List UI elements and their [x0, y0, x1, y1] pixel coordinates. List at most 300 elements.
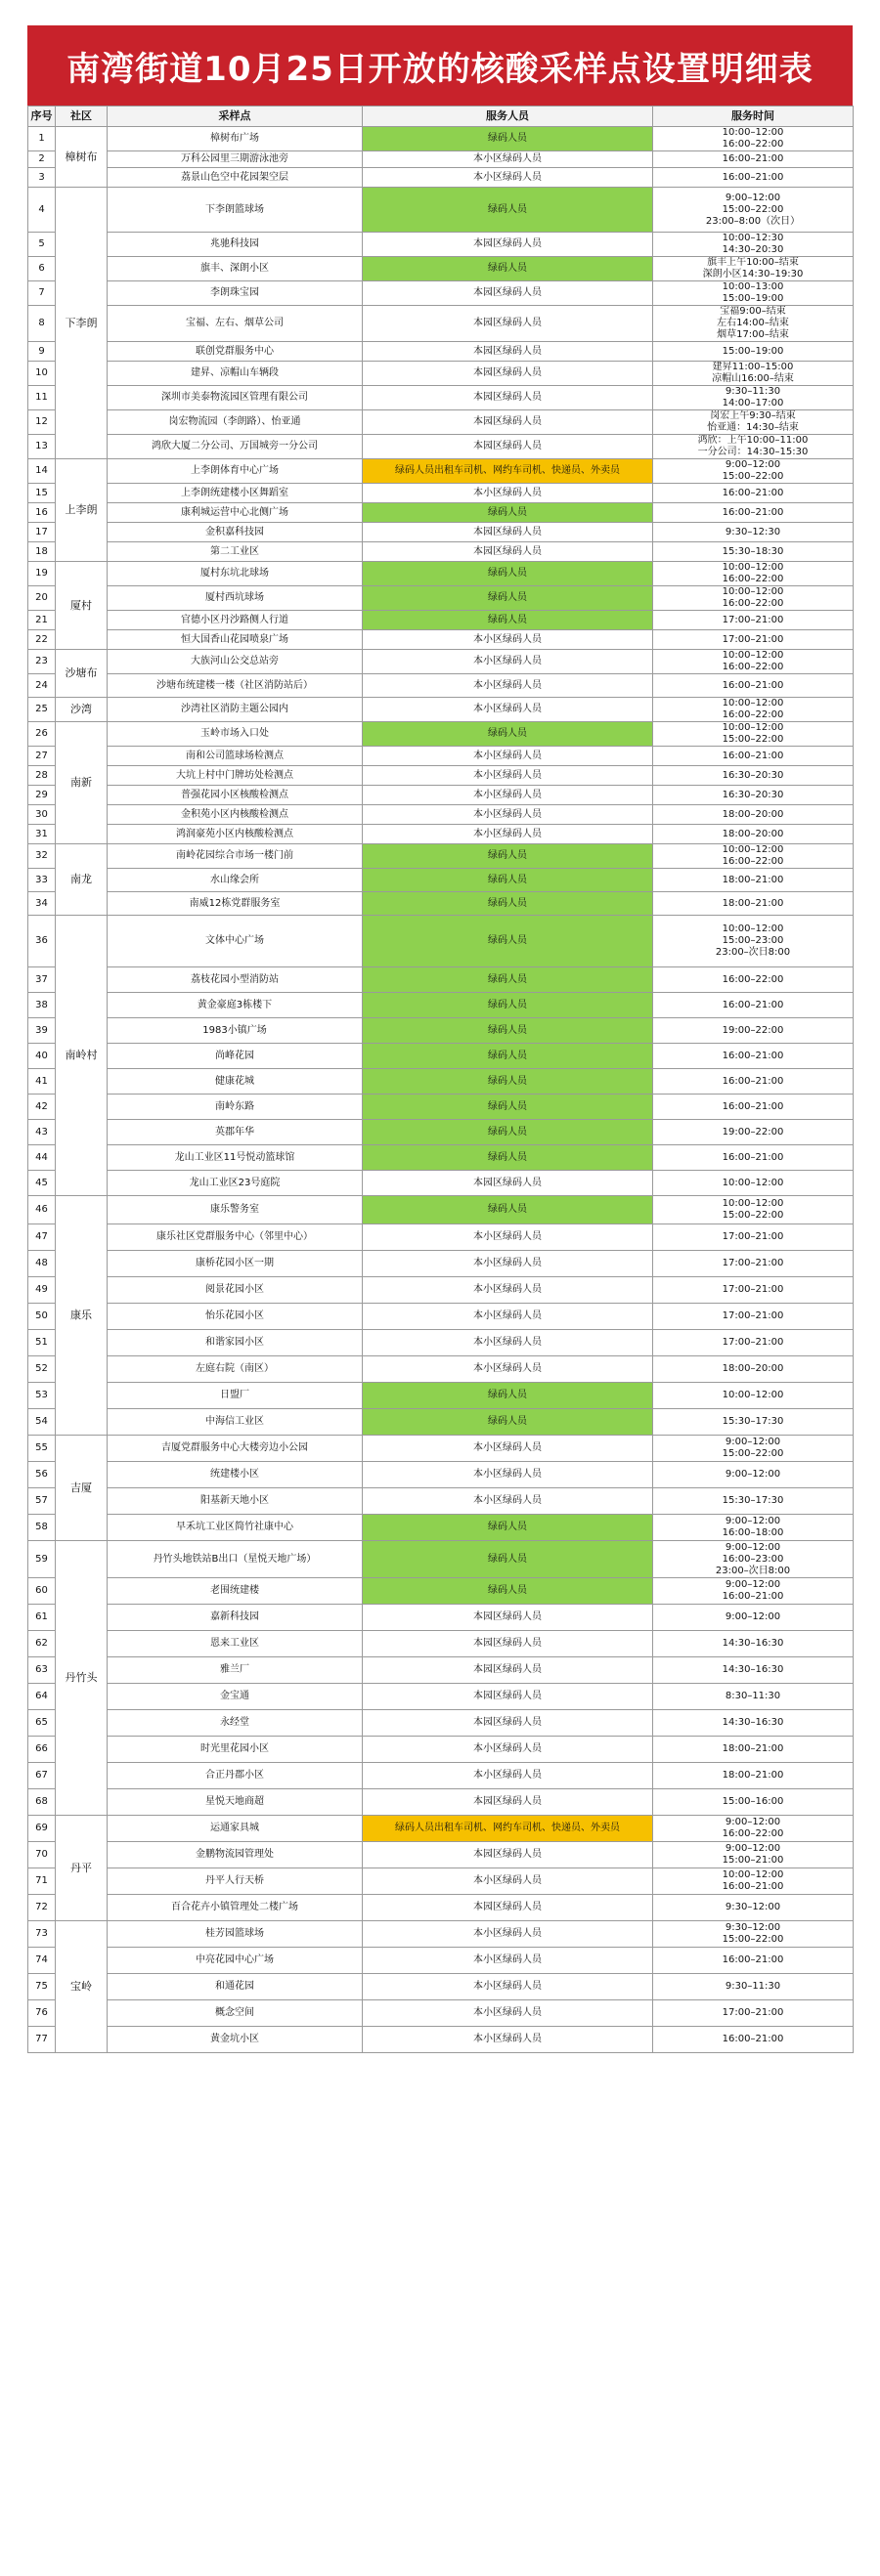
sampling-sites-table	[27, 106, 854, 2053]
table-row	[28, 1578, 854, 1605]
staff-type: 本小区绿码人员	[363, 2027, 653, 2053]
service-time: 9:30–11:30	[653, 1974, 854, 2000]
row-number: 73	[28, 1921, 56, 1948]
service-time: 15:30–17:30	[653, 1488, 854, 1515]
site-name: 金宝通	[108, 1684, 363, 1710]
site-name: 上李朗体育中心广场	[108, 459, 363, 484]
community-name: 下李朗	[56, 188, 108, 459]
service-time: 10:00–12:00	[653, 1171, 854, 1196]
site-name: 大坑上村中门牌坊处检测点	[108, 766, 363, 786]
site-name: 日盟厂	[108, 1383, 363, 1409]
row-number: 2	[28, 151, 56, 168]
table-row	[28, 698, 854, 722]
site-name: 万科公园里三期游泳池旁	[108, 151, 363, 168]
staff-type: 本园区绿码人员	[363, 386, 653, 410]
staff-type: 绿码人员	[363, 586, 653, 611]
staff-type: 本园区绿码人员	[363, 435, 653, 459]
table-row	[28, 586, 854, 611]
table-row	[28, 805, 854, 825]
table-row	[28, 362, 854, 386]
table-row	[28, 630, 854, 650]
site-name: 沙塘布统建楼一楼（社区消防站后）	[108, 674, 363, 698]
row-number: 69	[28, 1816, 56, 1842]
row-number: 60	[28, 1578, 56, 1605]
table-row	[28, 1196, 854, 1224]
staff-type: 本小区绿码人员	[363, 1763, 653, 1789]
staff-type: 本园区绿码人员	[363, 306, 653, 342]
table-row	[28, 2000, 854, 2027]
row-number: 32	[28, 844, 56, 869]
row-number: 74	[28, 1948, 56, 1974]
service-time: 18:00–20:00	[653, 825, 854, 844]
site-name: 康桥花园小区一期	[108, 1251, 363, 1277]
row-number: 30	[28, 805, 56, 825]
service-time: 10:00–12:00 16:00–22:00	[653, 844, 854, 869]
service-time: 16:00–21:00	[653, 1044, 854, 1069]
table-row	[28, 435, 854, 459]
staff-type: 本小区绿码人员	[363, 2000, 653, 2027]
site-name: 恒大国香山花园喷泉广场	[108, 630, 363, 650]
table-row	[28, 127, 854, 151]
community-name: 宝岭	[56, 1921, 108, 2053]
row-number: 8	[28, 306, 56, 342]
site-name: 下李朗篮球场	[108, 188, 363, 233]
service-time: 10:00–12:00 15:00–22:00	[653, 1196, 854, 1224]
site-name: 鸿欣大厦二分公司、万国城旁一分公司	[108, 435, 363, 459]
table-row	[28, 1251, 854, 1277]
service-time: 10:00–12:00 16:00–22:00	[653, 698, 854, 722]
staff-type: 本小区绿码人员	[363, 168, 653, 188]
site-name: 玉岭市场入口处	[108, 722, 363, 747]
site-name: 樟树布广场	[108, 127, 363, 151]
table-row	[28, 1224, 854, 1251]
table-row	[28, 1383, 854, 1409]
table-row	[28, 257, 854, 281]
staff-type: 本小区绿码人员	[363, 1224, 653, 1251]
service-time: 10:00–12:00 16:00–21:00	[653, 1868, 854, 1895]
staff-type: 绿码人员	[363, 1409, 653, 1436]
table-row	[28, 342, 854, 362]
service-time: 16:00–21:00	[653, 503, 854, 523]
table-row	[28, 993, 854, 1018]
staff-type: 绿码人员	[363, 892, 653, 916]
table-row	[28, 1842, 854, 1868]
service-time: 14:30–16:30	[653, 1710, 854, 1737]
row-number: 6	[28, 257, 56, 281]
service-time: 15:00–19:00	[653, 342, 854, 362]
service-time: 9:30–12:00 15:00–22:00	[653, 1921, 854, 1948]
service-time: 9:00–12:00	[653, 1462, 854, 1488]
site-name: 大族河山公交总站旁	[108, 650, 363, 674]
row-number: 77	[28, 2027, 56, 2053]
service-time: 10:00–12:00 15:00–22:00	[653, 722, 854, 747]
row-number: 54	[28, 1409, 56, 1436]
table-row	[28, 523, 854, 542]
site-name: 官德小区丹沙路侧人行道	[108, 611, 363, 630]
table-row	[28, 1868, 854, 1895]
row-number: 57	[28, 1488, 56, 1515]
row-number: 46	[28, 1196, 56, 1224]
service-time: 18:00–21:00	[653, 869, 854, 892]
table-row	[28, 233, 854, 257]
site-name: 第二工业区	[108, 542, 363, 562]
site-name: 早禾坑工业区简竹社康中心	[108, 1515, 363, 1541]
table-row	[28, 1921, 854, 1948]
service-time: 16:30–20:30	[653, 766, 854, 786]
header-community: 社区	[56, 107, 108, 127]
row-number: 75	[28, 1974, 56, 2000]
staff-type: 本小区绿码人员	[363, 786, 653, 805]
site-name: 丹竹头地铁站B出口（星悦天地广场）	[108, 1541, 363, 1578]
staff-type: 绿码人员	[363, 993, 653, 1018]
site-name: 统建楼小区	[108, 1462, 363, 1488]
staff-type: 绿码人员	[363, 1044, 653, 1069]
table-row	[28, 611, 854, 630]
service-time: 9:00–12:00 16:00–22:00	[653, 1816, 854, 1842]
staff-type: 本园区绿码人员	[363, 1657, 653, 1684]
header-site: 采样点	[108, 107, 363, 127]
site-name: 雅兰厂	[108, 1657, 363, 1684]
row-number: 7	[28, 281, 56, 306]
staff-type: 本园区绿码人员	[363, 1710, 653, 1737]
row-number: 12	[28, 410, 56, 435]
row-number: 44	[28, 1145, 56, 1171]
table-row	[28, 1763, 854, 1789]
row-number: 64	[28, 1684, 56, 1710]
row-number: 10	[28, 362, 56, 386]
service-time: 17:00–21:00	[653, 1304, 854, 1330]
staff-type: 本小区绿码人员	[363, 1304, 653, 1330]
staff-type: 本小区绿码人员	[363, 1436, 653, 1462]
site-name: 时光里花园小区	[108, 1737, 363, 1763]
community-name: 丹平	[56, 1816, 108, 1921]
table-row	[28, 844, 854, 869]
community-name: 沙塘布	[56, 650, 108, 698]
row-number: 22	[28, 630, 56, 650]
staff-type: 绿码人员	[363, 257, 653, 281]
row-number: 4	[28, 188, 56, 233]
row-number: 39	[28, 1018, 56, 1044]
site-name: 中海信工业区	[108, 1409, 363, 1436]
service-time: 15:00–16:00	[653, 1789, 854, 1816]
service-time: 16:30–20:30	[653, 786, 854, 805]
service-time: 14:30–16:30	[653, 1657, 854, 1684]
service-time: 9:30–11:30 14:00–17:00	[653, 386, 854, 410]
staff-type: 绿码人员	[363, 869, 653, 892]
site-name: 怡乐花园小区	[108, 1304, 363, 1330]
row-number: 51	[28, 1330, 56, 1356]
staff-type: 绿码人员	[363, 1515, 653, 1541]
table-row	[28, 151, 854, 168]
site-name: 桂芳园篮球场	[108, 1921, 363, 1948]
site-name: 龙山工业区23号庭院	[108, 1171, 363, 1196]
staff-type: 本小区绿码人员	[363, 1462, 653, 1488]
row-number: 27	[28, 747, 56, 766]
service-time: 10:00–12:00 15:00–23:00 23:00–次日8:00	[653, 916, 854, 967]
row-number: 47	[28, 1224, 56, 1251]
staff-type: 本小区绿码人员	[363, 1737, 653, 1763]
row-number: 70	[28, 1842, 56, 1868]
staff-type: 本园区绿码人员	[363, 362, 653, 386]
row-number: 33	[28, 869, 56, 892]
site-name: 吉厦党群服务中心大楼旁边小公园	[108, 1436, 363, 1462]
table-row	[28, 1018, 854, 1044]
table-row	[28, 1304, 854, 1330]
site-name: 概念空间	[108, 2000, 363, 2027]
row-number: 48	[28, 1251, 56, 1277]
staff-type: 本小区绿码人员	[363, 674, 653, 698]
service-time: 建昇11:00–15:00 凉帽山16:00–结束	[653, 362, 854, 386]
service-time: 16:00–22:00	[653, 967, 854, 993]
table-row	[28, 1462, 854, 1488]
service-time: 16:00–21:00	[653, 747, 854, 766]
site-name: 永经堂	[108, 1710, 363, 1737]
staff-type: 本小区绿码人员	[363, 1948, 653, 1974]
staff-type: 绿码人员	[363, 1145, 653, 1171]
community-name: 南岭村	[56, 916, 108, 1196]
site-name: 旗丰、深朗小区	[108, 257, 363, 281]
service-time: 17:00–21:00	[653, 611, 854, 630]
service-time: 10:00–12:00	[653, 1383, 854, 1409]
row-number: 56	[28, 1462, 56, 1488]
service-time: 10:00–12:00 16:00–22:00	[653, 586, 854, 611]
table-row	[28, 1120, 854, 1145]
service-time: 17:00–21:00	[653, 1224, 854, 1251]
table-row	[28, 967, 854, 993]
service-time: 16:00–21:00	[653, 1145, 854, 1171]
service-time: 9:00–12:00 16:00–18:00	[653, 1515, 854, 1541]
table-row	[28, 306, 854, 342]
site-name: 康利城运营中心北侧广场	[108, 503, 363, 523]
table-row	[28, 459, 854, 484]
site-name: 星悦天地商超	[108, 1789, 363, 1816]
service-time: 16:00–21:00	[653, 2027, 854, 2053]
staff-type: 本小区绿码人员	[363, 1921, 653, 1948]
site-name: 百合花卉小镇管理处二楼广场	[108, 1895, 363, 1921]
staff-type: 本小区绿码人员	[363, 766, 653, 786]
site-name: 岗宏物流园（李朗路）、怡亚通	[108, 410, 363, 435]
row-number: 41	[28, 1069, 56, 1095]
header-time: 服务时间	[653, 107, 854, 127]
staff-type: 绿码人员出租车司机、网约车司机、快递员、外卖员	[363, 459, 653, 484]
service-time: 9:00–12:00	[653, 1605, 854, 1631]
table-row	[28, 1515, 854, 1541]
site-name: 厦村西坑球场	[108, 586, 363, 611]
table-row	[28, 722, 854, 747]
row-number: 17	[28, 523, 56, 542]
table-row	[28, 1816, 854, 1842]
service-time: 15:30–17:30	[653, 1409, 854, 1436]
service-time: 8:30–11:30	[653, 1684, 854, 1710]
site-name: 嘉新科技园	[108, 1605, 363, 1631]
table-row	[28, 1684, 854, 1710]
table-row	[28, 825, 854, 844]
service-time: 17:00–21:00	[653, 2000, 854, 2027]
table-row	[28, 188, 854, 233]
row-number: 40	[28, 1044, 56, 1069]
site-name: 中亮花园中心广场	[108, 1948, 363, 1974]
site-name: 英郡年华	[108, 1120, 363, 1145]
community-name: 上李朗	[56, 459, 108, 562]
table-row	[28, 2027, 854, 2053]
staff-type: 本小区绿码人员	[363, 698, 653, 722]
service-time: 18:00–21:00	[653, 1737, 854, 1763]
row-number: 19	[28, 562, 56, 586]
table-row	[28, 674, 854, 698]
row-number: 9	[28, 342, 56, 362]
staff-type: 绿码人员	[363, 916, 653, 967]
row-number: 23	[28, 650, 56, 674]
community-name: 樟树布	[56, 127, 108, 188]
service-time: 鸿欣：上午10:00–11:00 一分公司：14:30–15:30	[653, 435, 854, 459]
site-name: 黄金坑小区	[108, 2027, 363, 2053]
site-name: 康乐社区党群服务中心（邻里中心）	[108, 1224, 363, 1251]
row-number: 34	[28, 892, 56, 916]
table-row	[28, 1488, 854, 1515]
staff-type: 本园区绿码人员	[363, 1789, 653, 1816]
site-name: 荔枝花园小型消防站	[108, 967, 363, 993]
table-body	[28, 127, 854, 2053]
service-time: 18:00–20:00	[653, 805, 854, 825]
staff-type: 本园区绿码人员	[363, 1684, 653, 1710]
table-row	[28, 1277, 854, 1304]
table-row	[28, 1737, 854, 1763]
row-number: 25	[28, 698, 56, 722]
row-number: 68	[28, 1789, 56, 1816]
site-name: 1983小镇广场	[108, 1018, 363, 1044]
table-row	[28, 916, 854, 967]
service-time: 17:00–21:00	[653, 630, 854, 650]
site-name: 黄金豪庭3栋楼下	[108, 993, 363, 1018]
table-row	[28, 1657, 854, 1684]
service-time: 10:00–12:30 14:30–20:30	[653, 233, 854, 257]
service-time: 16:00–21:00	[653, 151, 854, 168]
staff-type: 本小区绿码人员	[363, 1356, 653, 1383]
row-number: 50	[28, 1304, 56, 1330]
row-number: 31	[28, 825, 56, 844]
staff-type: 本小区绿码人员	[363, 484, 653, 503]
row-number: 21	[28, 611, 56, 630]
site-name: 李朗珠宝园	[108, 281, 363, 306]
row-number: 14	[28, 459, 56, 484]
row-number: 62	[28, 1631, 56, 1657]
service-time: 16:00–21:00	[653, 484, 854, 503]
staff-type: 本园区绿码人员	[363, 1631, 653, 1657]
staff-type: 绿码人员	[363, 1541, 653, 1578]
staff-type: 绿码人员	[363, 127, 653, 151]
row-number: 36	[28, 916, 56, 967]
service-time: 10:00–12:00 16:00–22:00	[653, 562, 854, 586]
row-number: 11	[28, 386, 56, 410]
service-time: 19:00–22:00	[653, 1120, 854, 1145]
site-name: 联创党群服务中心	[108, 342, 363, 362]
row-number: 43	[28, 1120, 56, 1145]
row-number: 16	[28, 503, 56, 523]
staff-type: 本小区绿码人员	[363, 1251, 653, 1277]
row-number: 52	[28, 1356, 56, 1383]
site-name: 南和公司篮球场检测点	[108, 747, 363, 766]
site-name: 普强花园小区核酸检测点	[108, 786, 363, 805]
staff-type: 绿码人员	[363, 188, 653, 233]
table-row	[28, 747, 854, 766]
staff-type: 绿码人员	[363, 1069, 653, 1095]
site-name: 南岭东路	[108, 1095, 363, 1120]
table-row	[28, 869, 854, 892]
staff-type: 绿码人员出租车司机、网约车司机、快递员、外卖员	[363, 1816, 653, 1842]
staff-type: 绿码人员	[363, 1196, 653, 1224]
table-row	[28, 1710, 854, 1737]
table-row	[28, 1069, 854, 1095]
site-name: 尚峰花园	[108, 1044, 363, 1069]
staff-type: 本小区绿码人员	[363, 630, 653, 650]
table-row	[28, 386, 854, 410]
row-number: 72	[28, 1895, 56, 1921]
staff-type: 本小区绿码人员	[363, 1277, 653, 1304]
table-row	[28, 1171, 854, 1196]
site-name: 金积嘉科技园	[108, 523, 363, 542]
community-name: 南新	[56, 722, 108, 844]
table-row	[28, 1789, 854, 1816]
row-number: 67	[28, 1763, 56, 1789]
row-number: 38	[28, 993, 56, 1018]
table-row	[28, 562, 854, 586]
row-number: 71	[28, 1868, 56, 1895]
staff-type: 本小区绿码人员	[363, 805, 653, 825]
site-name: 和谐家园小区	[108, 1330, 363, 1356]
service-time: 16:00–21:00	[653, 993, 854, 1018]
service-time: 9:00–12:00 16:00–21:00	[653, 1578, 854, 1605]
staff-type: 本园区绿码人员	[363, 542, 653, 562]
service-time: 17:00–21:00	[653, 1251, 854, 1277]
site-name: 阅景花园小区	[108, 1277, 363, 1304]
row-number: 61	[28, 1605, 56, 1631]
table-row	[28, 1605, 854, 1631]
staff-type: 本园区绿码人员	[363, 1895, 653, 1921]
staff-type: 本小区绿码人员	[363, 1974, 653, 2000]
site-name: 老围统建楼	[108, 1578, 363, 1605]
site-name: 康乐警务室	[108, 1196, 363, 1224]
site-name: 水山缘会所	[108, 869, 363, 892]
service-time: 9:00–12:00 15:00–22:00	[653, 1436, 854, 1462]
service-time: 9:00–12:00 15:00–22:00 23:00–8:00（次日）	[653, 188, 854, 233]
row-number: 1	[28, 127, 56, 151]
row-number: 37	[28, 967, 56, 993]
service-time: 10:00–13:00 15:00–19:00	[653, 281, 854, 306]
staff-type: 本小区绿码人员	[363, 650, 653, 674]
site-name: 宝福、左右、烟草公司	[108, 306, 363, 342]
site-name: 南威12栋党群服务室	[108, 892, 363, 916]
table-row	[28, 503, 854, 523]
service-time: 9:00–12:00 16:00–23:00 23:00–次日8:00	[653, 1541, 854, 1578]
site-name: 金鹏物流园管理处	[108, 1842, 363, 1868]
table-row	[28, 786, 854, 805]
service-time: 16:00–21:00	[653, 1095, 854, 1120]
service-time: 9:30–12:00	[653, 1895, 854, 1921]
site-name: 健康花城	[108, 1069, 363, 1095]
community-name: 沙湾	[56, 698, 108, 722]
staff-type: 本小区绿码人员	[363, 1488, 653, 1515]
row-number: 58	[28, 1515, 56, 1541]
service-time: 19:00–22:00	[653, 1018, 854, 1044]
header-no: 序号	[28, 107, 56, 127]
site-name: 深圳市美泰物流园区管理有限公司	[108, 386, 363, 410]
staff-type: 绿码人员	[363, 562, 653, 586]
row-number: 18	[28, 542, 56, 562]
table-row	[28, 1541, 854, 1578]
row-number: 13	[28, 435, 56, 459]
site-name: 运通家具城	[108, 1816, 363, 1842]
staff-type: 本小区绿码人员	[363, 1330, 653, 1356]
